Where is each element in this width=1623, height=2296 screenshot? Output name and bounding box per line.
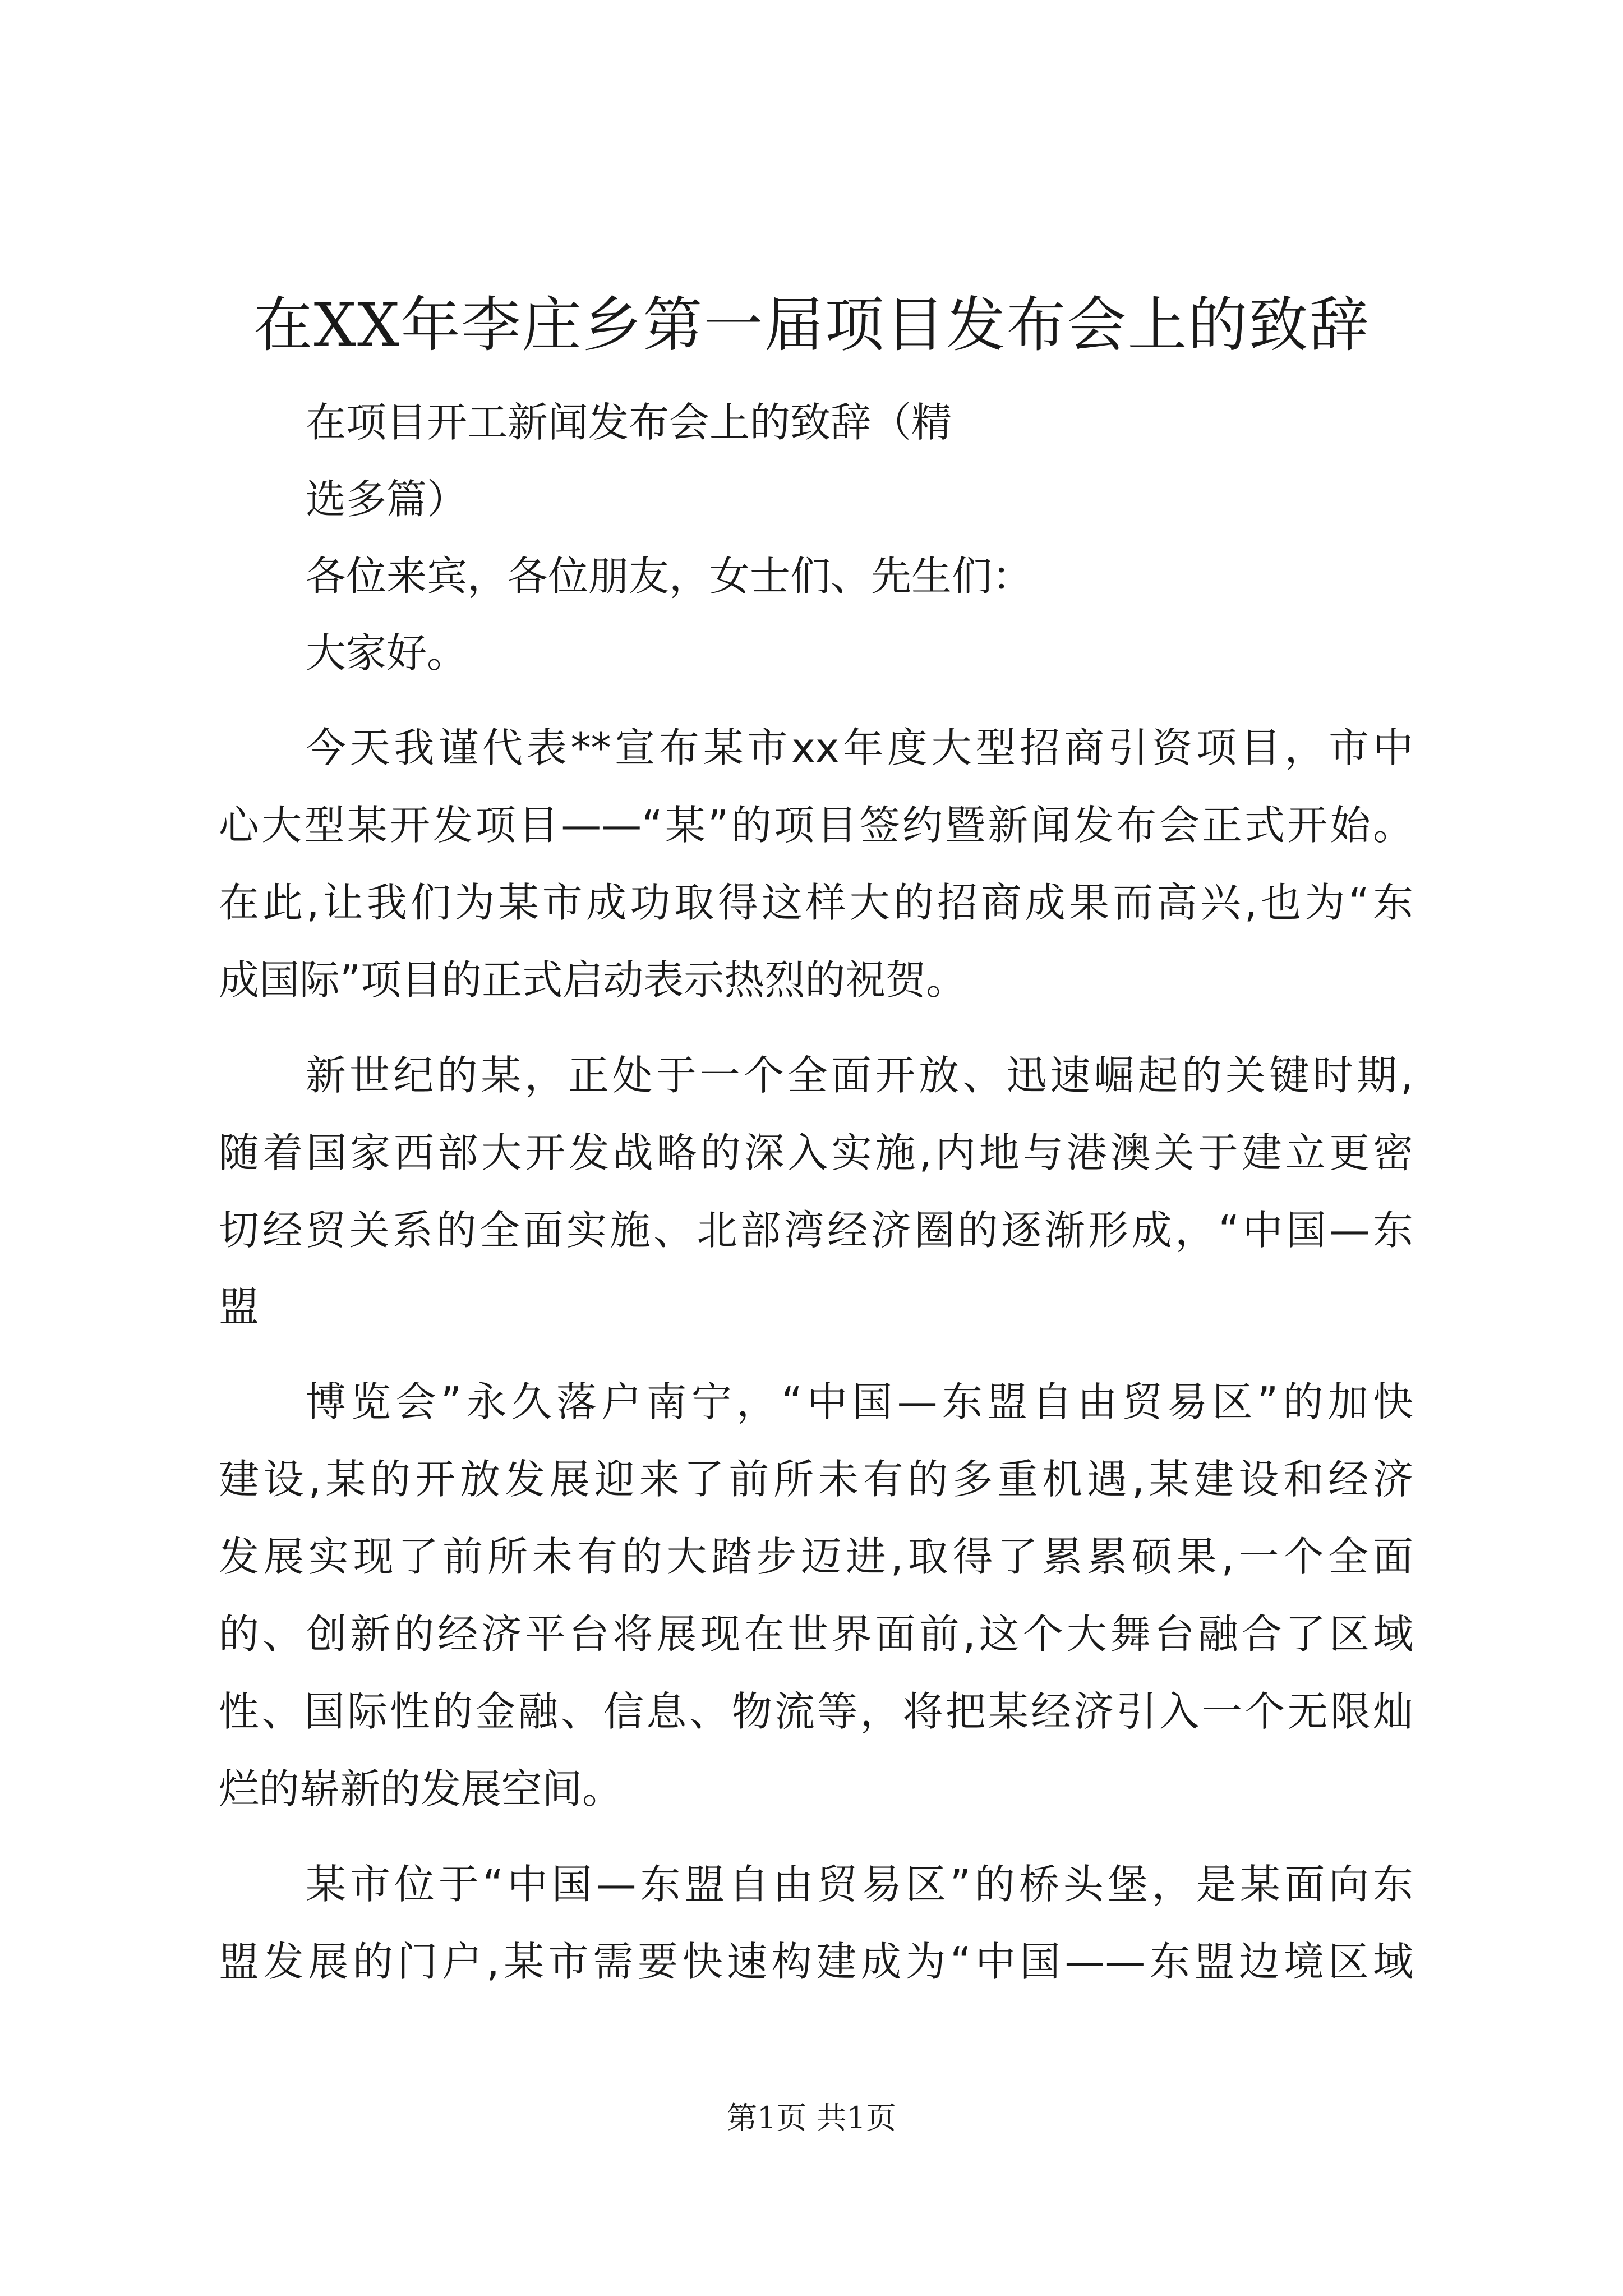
body-line: 的、创新的经济平台将展现在世界面前,这个大舞台融合了区域 <box>219 1611 1413 1658</box>
body-line: 盟发展的门户,某市需要快速构建成为“中国——东盟边境区域 <box>219 1938 1413 1985</box>
body-line: 某市位于“中国—东盟自由贸易区”的桥头堡，是某面向东 <box>306 1861 1413 1908</box>
body-line: 随着国家西部大开发战略的深入实施,内地与港澳关于建立更密 <box>219 1129 1413 1176</box>
body-line: 博览会”永久落户南宁，“中国—东盟自由贸易区”的加快 <box>306 1378 1413 1425</box>
body-line: 切经贸关系的全面实施、北部湾经济圈的逐渐形成，“中国—东 <box>219 1207 1413 1254</box>
body-line: 大家好。 <box>306 629 468 677</box>
body-line: 发展实现了前所未有的大踏步迈进,取得了累累硕果,一个全面 <box>219 1533 1413 1580</box>
body-line: 心大型某开发项目——“某”的项目签约暨新闻发布会正式开始。 <box>219 802 1413 849</box>
body-line: 性、国际性的金融、信息、物流等，将把某经济引入一个无限灿 <box>219 1688 1413 1735</box>
body-line: 在项目开工新闻发布会上的致辞（精 <box>306 399 952 446</box>
document-title: 在XX年李庄乡第一届项目发布会上的致辞 <box>253 291 1370 360</box>
body-line: 盟 <box>219 1283 260 1330</box>
body-line: 各位来宾，各位朋友，女士们、先生们： <box>306 553 1033 600</box>
body-line: 烂的崭新的发展空间。 <box>219 1765 623 1812</box>
page-number-footer: 第1页 共1页 <box>727 2100 896 2136</box>
body-line: 新世纪的某，正处于一个全面开放、迅速崛起的关键时期, <box>306 1052 1413 1099</box>
body-line: 选多篇） <box>306 476 468 523</box>
body-line: 在此,让我们为某市成功取得这样大的招商成果而高兴,也为“东 <box>219 879 1413 926</box>
body-line: 成国际”项目的正式启动表示热烈的祝贺。 <box>219 956 967 1004</box>
body-line: 今天我谨代表**宣布某市xx年度大型招商引资项目，市中 <box>306 724 1413 771</box>
body-line: 建设,某的开放发展迎来了前所未有的多重机遇,某建设和经济 <box>219 1456 1413 1503</box>
